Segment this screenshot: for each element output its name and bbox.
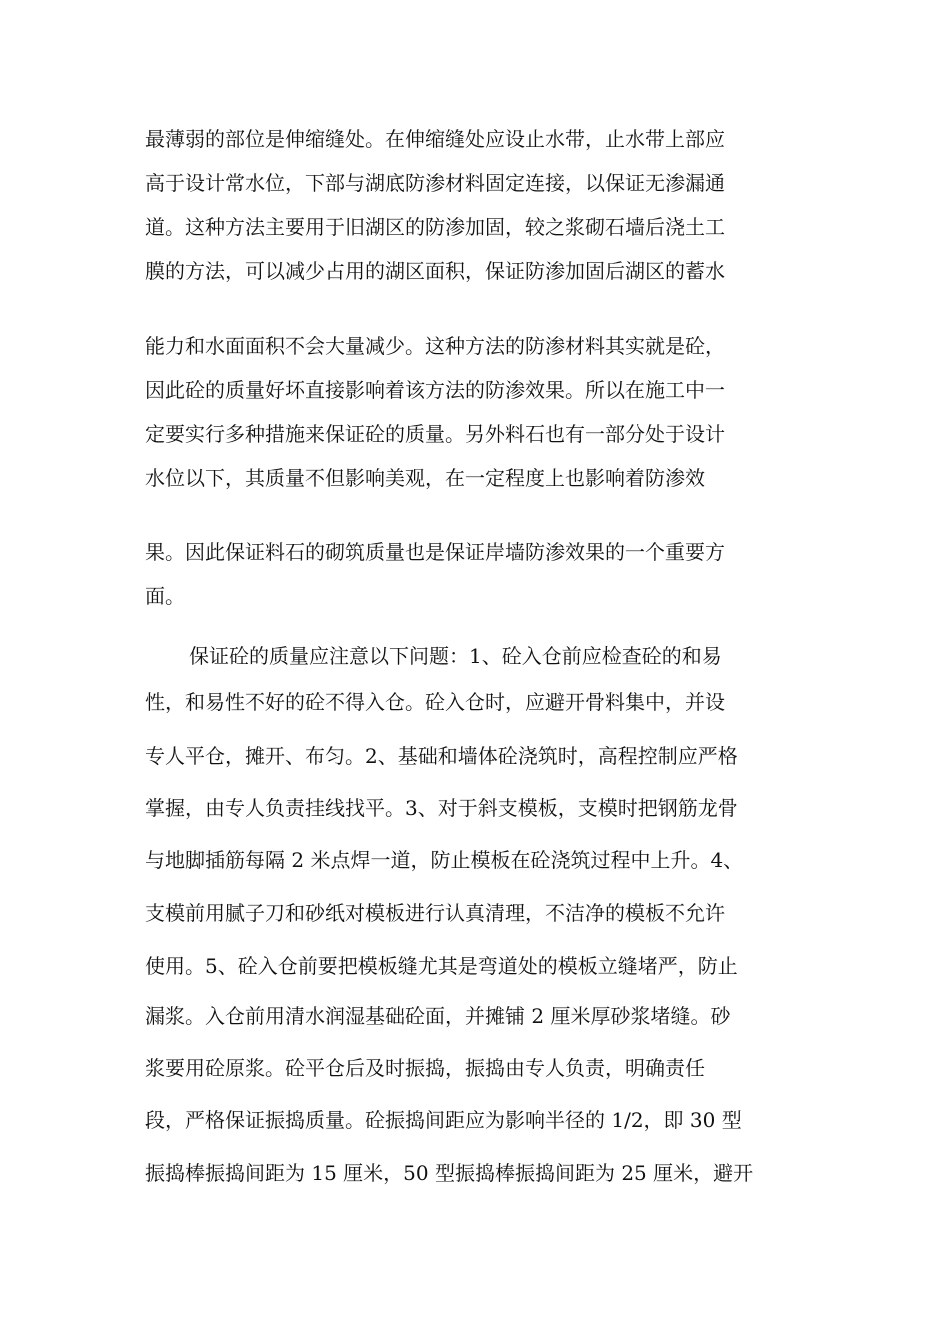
paragraph-1-line-6: 因此砼的质量好坏直接影响着该方法的防渗效果。所以在施工中一 (145, 378, 725, 402)
paragraph-2-line-8: 漏浆。入仓前用清水润湿基础砼面，并摊铺 2 厘米厚砂浆堵缝。砂 (145, 1004, 731, 1028)
paragraph-1-line-3: 道。这种方法主要用于旧湖区的防渗加固，较之浆砌石墙后浇土工 (145, 215, 725, 239)
paragraph-2-line-10: 段，严格保证振捣质量。砼振捣间距应为影响半径的 1/2，即 30 型 (145, 1108, 742, 1132)
paragraph-1-line-8: 水位以下，其质量不但影响美观，在一定程度上也影响着防渗效 (145, 466, 705, 490)
paragraph-2-line-7: 使用。5、砼入仓前要把模板缝尤其是弯道处的模板立缝堵严，防止 (145, 954, 738, 978)
paragraph-2-line-1: 保证砼的质量应注意以下问题：1、砼入仓前应检查砼的和易 (189, 644, 722, 668)
paragraph-2-line-5: 与地脚插筋每隔 2 米点焊一道，防止模板在砼浇筑过程中上升。4、 (145, 848, 744, 872)
paragraph-2-line-4: 掌握，由专人负责挂线找平。3、对于斜支模板，支模时把钢筋龙骨 (145, 796, 738, 820)
paragraph-2-line-11: 振捣棒振捣间距为 15 厘米，50 型振捣棒振捣间距为 25 厘米，避开 (145, 1161, 754, 1185)
paragraph-2-line-6: 支模前用腻子刀和砂纸对模板进行认真清理，不洁净的模板不允许 (145, 901, 725, 925)
paragraph-1-line-9: 果。因此保证料石的砌筑质量也是保证岸墙防渗效果的一个重要方 (145, 540, 725, 564)
paragraph-2-line-9: 浆要用砼原浆。砼平仓后及时振捣，振捣由专人负责，明确责任 (145, 1056, 705, 1080)
paragraph-1-line-2: 高于设计常水位，下部与湖底防渗材料固定连接，以保证无渗漏通 (145, 171, 725, 195)
paragraph-1-line-7: 定要实行多种措施来保证砼的质量。另外料石也有一部分处于设计 (145, 422, 725, 446)
paragraph-1-line-10: 面。 (145, 584, 185, 608)
paragraph-1-line-1: 最薄弱的部位是伸缩缝处。在伸缩缝处应设止水带，止水带上部应 (145, 127, 725, 151)
paragraph-1-line-4: 膜的方法，可以减少占用的湖区面积，保证防渗加固后湖区的蓄水 (145, 259, 725, 283)
paragraph-2-line-3: 专人平仓，摊开、布匀。2、基础和墙体砼浇筑时，高程控制应严格 (145, 744, 738, 768)
paragraph-1-line-5: 能力和水面面积不会大量减少。这种方法的防渗材料其实就是砼， (145, 334, 725, 358)
paragraph-2-line-2: 性，和易性不好的砼不得入仓。砼入仓时，应避开骨料集中，并设 (145, 690, 725, 714)
